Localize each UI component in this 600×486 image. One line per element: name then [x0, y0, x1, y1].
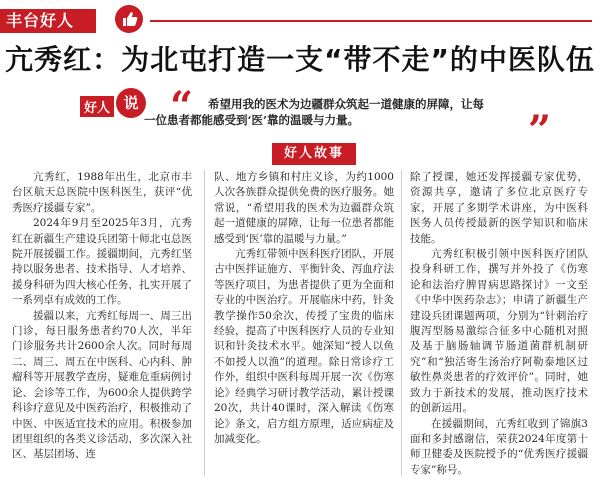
article-column-3: [410, 170, 588, 478]
article-column-1: [12, 170, 192, 463]
thumbs-up-icon: [114, 4, 144, 34]
pull-quote: [144, 96, 530, 128]
close-quote-icon: ”: [528, 107, 552, 154]
paragraph: 亢秀红积极引领中医科医疗团队投身科研工作，撰写并外投了《伤寒论和法治疗脾胃病思路探讨》一文至《中华中医药杂志》；申请了新疆生产建设兵团课题两项，分别为“针刺治疗腹泻型肠易激综合征多中心随机对照及基于脑肠轴调节肠道菌群机制研究”和“独活寄生汤治疗阿勒泰地区过敏性鼻炎患者的疗效评价”。同时，她致力于新技术的发展，推动医疗技术的创新运用。: [410, 248, 588, 415]
badge-label: 好人: [80, 96, 114, 117]
paragraph: 队、地方乡镇和村庄义诊，为约1000人次各族群众提供免费的医疗服务。她常说，“希望用我的医术为边疆群众筑起一道健康的屏障，让每一位患者都能感受到‘医’靠的温暖与力量。”: [214, 171, 394, 245]
paragraph: 除了授课，她还发挥援疆专家优势，资源共享，邀请了多位北京医疗专家，开展了多期学术讲座，为中医科医务人员传授最新的医学知识和临床技能。: [410, 171, 588, 245]
open-quote-icon: “: [170, 83, 194, 130]
paragraph: 2024年9月至2025年3月，亢秀红在新疆生产建设兵团第十师北屯总医院开展援疆工作。援疆期间，亢秀红坚持以服务患者、技术指导、人才培养、援身科研为四大核心任务，扎实开展了一系列卓有成效的工作。: [12, 217, 192, 307]
masthead: [0, 0, 600, 40]
headline: 亢秀红：为北屯打造一支“带不走”的中医队伍: [5, 43, 595, 76]
paragraph: 亢秀红，1988年出生，北京市丰台区航天总医院中医科医生，获评“优秀医疗援疆专家”。: [12, 171, 192, 214]
column-divider: [401, 170, 402, 476]
quote-line-1: 希望用我的医术为边疆群众筑起一道健康的屏障，让每: [208, 97, 484, 111]
column-divider: [204, 170, 205, 476]
section-label: 好人故事: [272, 143, 356, 165]
badge-circle: 说: [116, 88, 146, 118]
column-tag: 丰台好人: [0, 9, 96, 33]
paragraph: 在援疆期间，亢秀红收到了锦旗3面和多封感谢信，荣获2024年度第十师卫健委及医院授予的“优秀医疗援疆专家”称号。: [410, 417, 588, 476]
quote-line-2: 一位患者都能感受到‘医’靠的温暖与力量。: [144, 113, 360, 127]
article-column-2: [214, 170, 394, 447]
paragraph: 亢秀红带领中医科医疗团队，开展古中医拌证施方、平衡针灸、泻血疗法等医疗项目，为患者提供了更为全面和专业的中医治疗。开展临床中药，针灸教学操作50余次，传授了宝贵的临床经验，提高了中医科医疗人员的专业知识和针灸技术水平。她深知“授人以鱼不如授人以渔”的道理。除日常诊疗工作外，组织中医科每周开展一次《伤寒论》经典学习研讨教学活动，累计授课20次，共计40课时，深入解读《伤寒论》条文，启方组方原理，适应病症及加减变化。: [214, 248, 394, 445]
paragraph: 援疆以来，亢秀红每周一、周三出门诊，每日服务患者约70人次，半年门诊服务共计2600余人次。同时每周二、周三、周五在中医科、心内科、肿瘤科等开展教学查房，疑难危重病例讨论、会诊等工作，为600余人提供跨学科诊疗意见及中医药治疗，积极推动了中医、中医适宜技术的应用。积极参加团里组织的各类义诊活动，多次深入社区、基层团场、连: [12, 309, 192, 461]
masthead-rule: [150, 20, 592, 22]
